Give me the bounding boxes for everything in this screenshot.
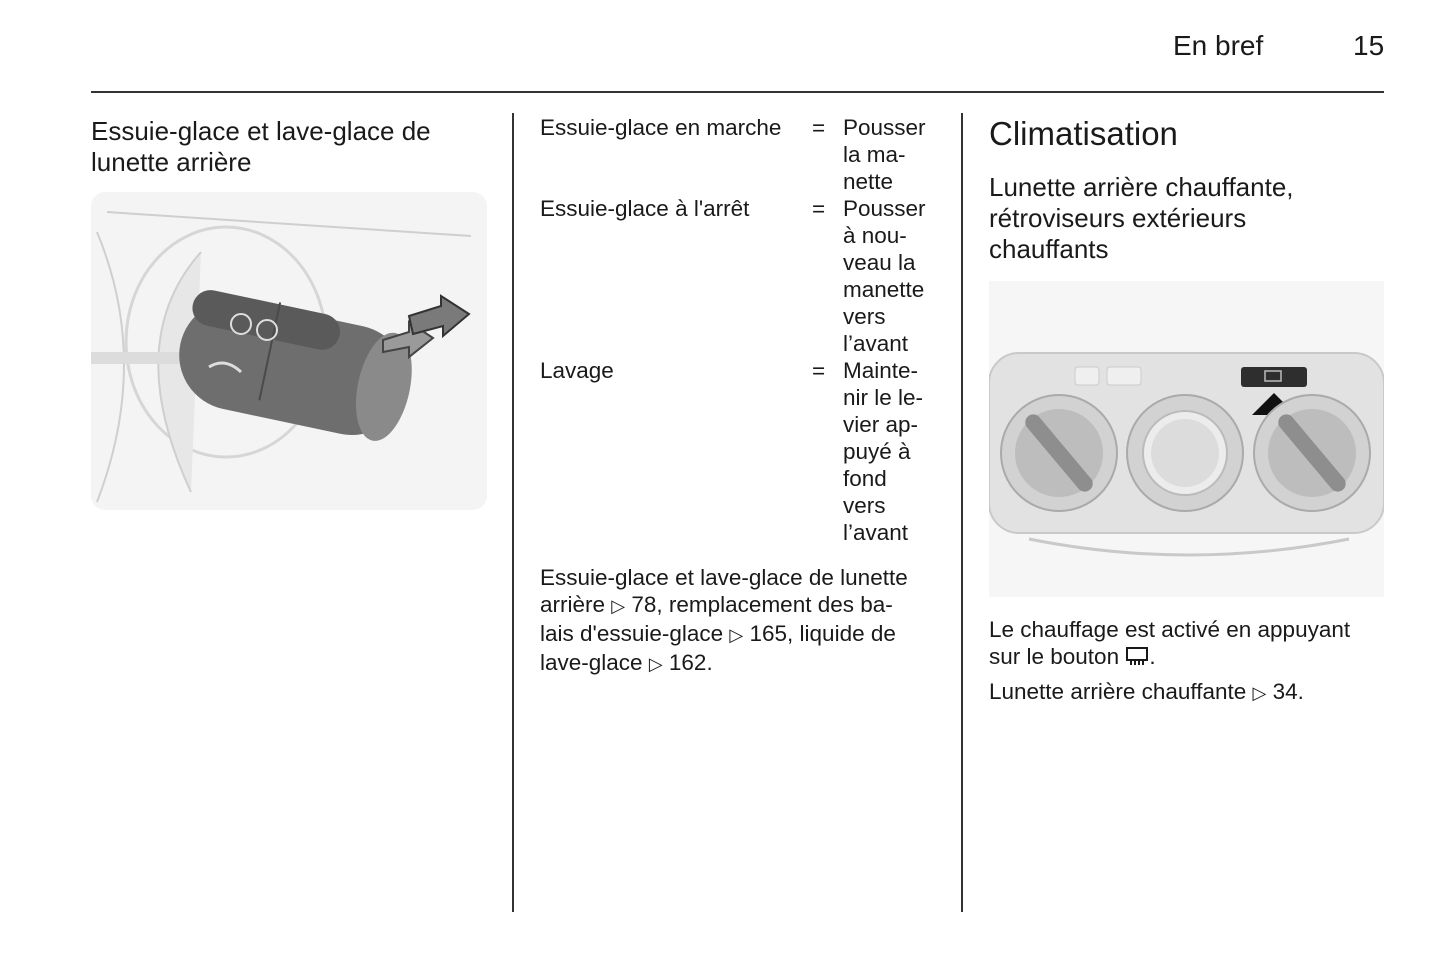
section-heading-rear-wiper: Essuie-glace et lave-glace de lunette arrière [91,116,431,177]
reference-arrow-icon[interactable]: ▷ [648,654,663,674]
subsection-heading-heated-rear-window: Lunette arrière chauffante, rétroviseurs extérieurs chauffants [989,172,1294,264]
control-action: Pousser à nou- veau la manette vers l’avant [843,196,926,356]
paragraph-heater-activation: Le chauffage est activé en appuyant sur le bouton . [989,617,1351,669]
control-action: Pousser la ma- nette [843,115,926,194]
paragraph-reference-heated-rear-window: Lunette arrière chauffante ▷ 34. [989,679,1304,704]
reference-arrow-icon[interactable]: ▷ [611,596,626,616]
control-label: Essuie-glace en marche [540,115,782,140]
column-wiper-controls [540,114,940,678]
section-title-climatisation: Climatisation [989,115,1178,152]
cross-references: Essuie-glace et lave-glace de lunette arrière ▷ 78, remplacement des ba- lais d'essuie-glace ▷ 165, liquide de lave-glace ▷ 162. [540,565,908,675]
column-rear-wiper [91,116,491,515]
control-label: Essuie-glace à l'arrêt [540,196,750,221]
control-row-wiper-off [540,195,940,357]
reference-arrow-icon[interactable]: ▷ [729,625,744,645]
climate-panel-illustration [989,281,1389,602]
header-rule [91,91,1384,93]
column-divider-left [512,113,514,912]
control-equals: = [812,196,826,221]
control-equals: = [812,115,826,140]
control-equals: = [812,358,826,383]
page-number: 15 [1353,30,1385,61]
wiper-stalk-illustration [91,192,491,515]
column-climate [989,114,1389,707]
column-divider-right [961,113,963,912]
control-action: Mainte- nir le le- vier ap- puyé à fond vers l’avant [843,358,924,545]
control-row-wiper-on [540,114,940,195]
running-header-section: En bref [1173,30,1264,61]
control-row-wash [540,357,940,546]
reference-arrow-icon[interactable]: ▷ [1252,683,1267,703]
rear-window-heater-icon [1125,644,1149,669]
control-label: Lavage [540,358,614,383]
